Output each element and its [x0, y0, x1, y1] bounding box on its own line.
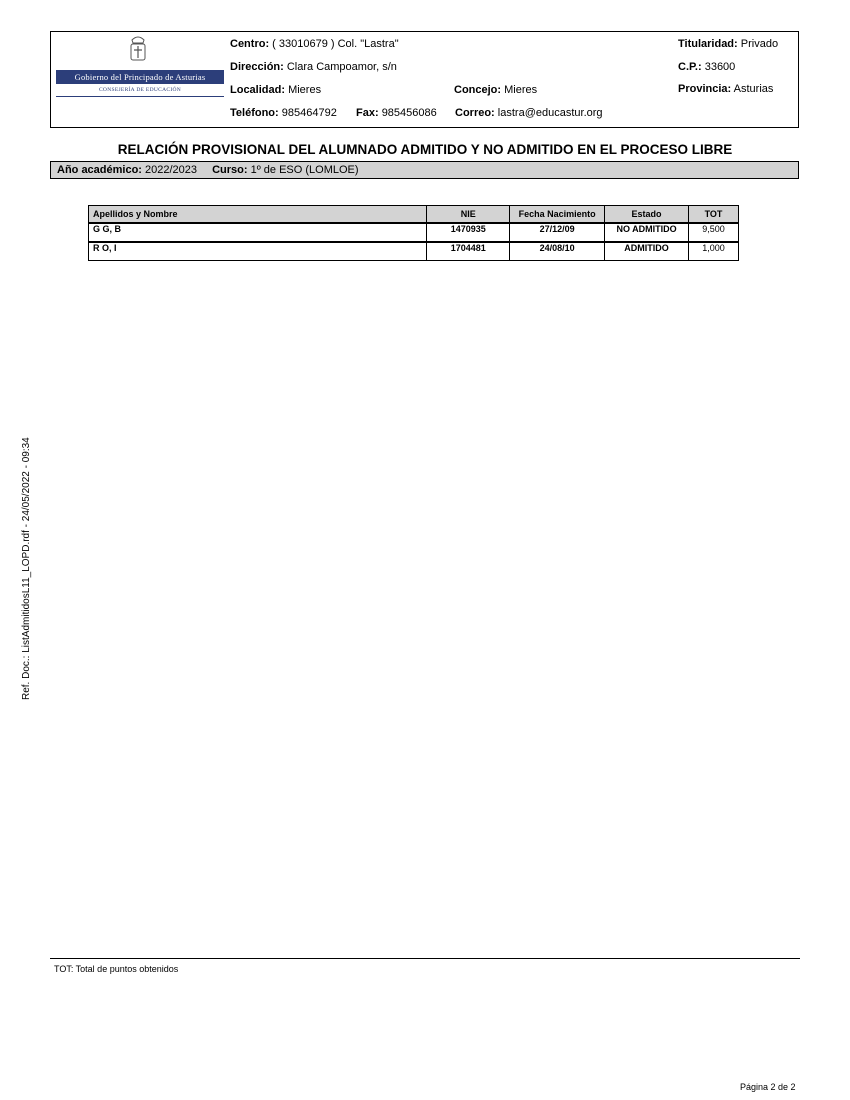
concejo-field	[454, 84, 537, 96]
crest-icon	[128, 34, 148, 66]
telefono-field	[230, 107, 337, 119]
ano-label: Año académico:	[57, 164, 142, 176]
direccion-label: Dirección:	[230, 61, 284, 73]
fax-value: 985456086	[381, 107, 437, 119]
academic-info-bar	[50, 161, 799, 179]
concejo-value: Mieres	[504, 84, 538, 96]
cell-fecha: 27/12/09	[510, 223, 605, 242]
fax-label: Fax:	[356, 107, 379, 119]
document-title: RELACIÓN PROVISIONAL DEL ALUMNADO ADMITIDO Y NO ADMITIDO EN EL PROCESO LIBRE	[117, 142, 733, 157]
page-number: Página 2 de 2	[740, 1082, 796, 1092]
table-header-row	[89, 206, 739, 224]
logo-title: Gobierno del Principado de Asturias	[56, 70, 224, 84]
cell-nie: 1704481	[427, 242, 510, 261]
centro-value: ( 33010679 ) Col. "Lastra"	[272, 38, 399, 50]
cell-estado: ADMITIDO	[605, 242, 689, 261]
localidad-value: Mieres	[288, 84, 322, 96]
footer-divider	[50, 958, 800, 959]
logo-rule	[56, 96, 224, 97]
localidad-field	[230, 84, 321, 96]
correo-label: Correo:	[455, 107, 495, 119]
cell-nombre: R O, I	[89, 242, 427, 261]
curso-label: Curso:	[212, 164, 248, 176]
students-table	[88, 205, 739, 261]
provincia-field	[678, 83, 773, 95]
cell-nombre: G G, B	[89, 223, 427, 242]
provincia-value: Asturias	[733, 83, 774, 95]
direccion-field	[230, 61, 397, 73]
telefono-label: Teléfono:	[230, 107, 279, 119]
telefono-value: 985464792	[281, 107, 337, 119]
curso-value: 1º de ESO (LOMLOE)	[250, 164, 359, 176]
footer-note: TOT: Total de puntos obtenidos	[54, 964, 179, 974]
direccion-value: Clara Campoamor, s/n	[286, 61, 397, 73]
cell-fecha: 24/08/10	[510, 242, 605, 261]
correo-value: lastra@educastur.org	[497, 107, 603, 119]
asturias-logo	[56, 34, 224, 98]
ano-value: 2022/2023	[145, 164, 198, 176]
col-header-tot: TOT	[689, 206, 739, 224]
document-reference: Ref. Doc.: ListAdmitidosL11_LOPD.rdf - 24/05/2022 - 09:34	[21, 437, 32, 700]
cp-field	[678, 61, 735, 73]
titularidad-label: Titularidad:	[678, 38, 738, 50]
correo-field	[455, 107, 603, 119]
centro-field	[230, 38, 399, 50]
cell-tot: 1,000	[689, 242, 739, 261]
titularidad-field	[678, 38, 778, 50]
cell-nie: 1470935	[427, 223, 510, 242]
titularidad-value: Privado	[740, 38, 779, 50]
provincia-label: Provincia:	[678, 83, 732, 95]
cell-tot: 9,500	[689, 223, 739, 242]
cp-label: C.P.:	[678, 61, 702, 73]
table-row	[89, 223, 739, 242]
table-row	[89, 242, 739, 261]
centro-label: Centro:	[230, 38, 270, 50]
col-header-nombre: Apellidos y Nombre	[89, 206, 427, 224]
cell-estado: NO ADMITIDO	[605, 223, 689, 242]
col-header-estado: Estado	[605, 206, 689, 224]
col-header-fecha: Fecha Nacimiento	[510, 206, 605, 224]
col-header-nie: NIE	[427, 206, 510, 224]
cp-value: 33600	[704, 61, 736, 73]
concejo-label: Concejo:	[454, 84, 502, 96]
fax-field	[356, 107, 437, 119]
localidad-label: Localidad:	[230, 84, 286, 96]
logo-subtitle: CONSEJERÍA DE EDUCACIÓN	[98, 87, 182, 93]
